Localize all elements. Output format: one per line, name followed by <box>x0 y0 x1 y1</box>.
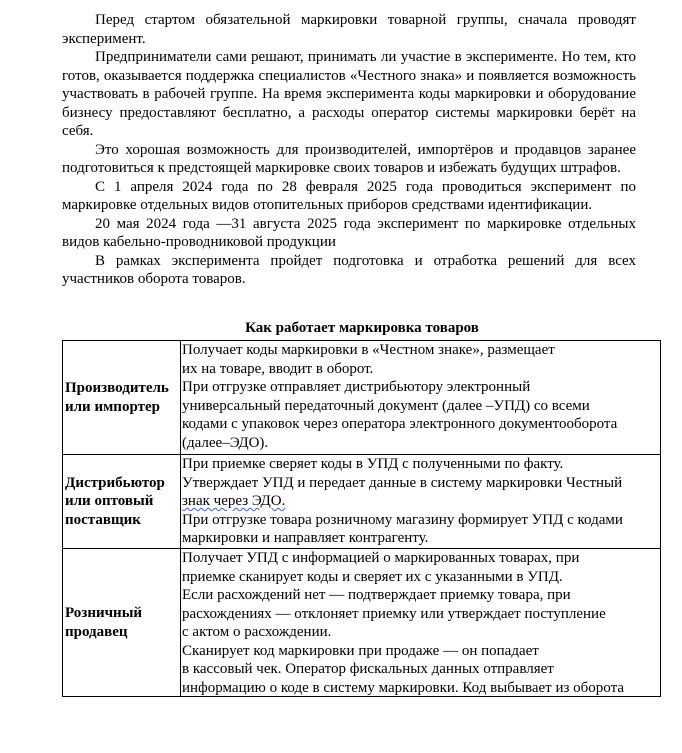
paragraph-heating-experiment-text: С 1 апреля 2024 года по 28 февраля 2025 года проводиться эксперимент по маркировке отдельных видов отопительных приборов средствами идентификации. <box>62 178 636 213</box>
paragraph-preparation-text: В рамках эксперимента пройдет подготовка и отработка решений для всех участников оборота товаров. <box>62 252 636 287</box>
paragraph-intro <box>62 11 636 48</box>
description-line: маркировки и направляет контрагенту. <box>182 530 429 546</box>
table-row <box>63 549 661 697</box>
description-line: универсальный передаточный документ (далее –УПД) со всеми <box>182 397 590 414</box>
description-line: (далее–ЭДО). <box>182 434 269 451</box>
description-clip <box>182 549 660 696</box>
paragraph-participation-text: Предприниматели сами решают, принимать ли участие в эксперименте. Но тем, кто готов, оказывается поддержка специалистов «Честного знака» и появляется возможность участвовать в рабочей группе. На время эксперимента коды маркировки и оборудование бизнесу предоставляют бесплатно, а расходы оператор системы маркировки берёт на себя. <box>62 49 636 139</box>
description-line: информацию о коде в систему маркировки. Код выбывает из оборота <box>182 679 624 696</box>
description-cell <box>181 549 661 697</box>
description-line: их на товаре, вводит в оборот. <box>182 360 374 377</box>
table-title: Как работает маркировка товаров <box>245 320 479 336</box>
description-cell <box>181 341 661 455</box>
description-line: Сканирует код маркировки при продаже — он попадает <box>182 642 539 659</box>
description-line: расхождениях — отклоняет приемку или утверждает поступление <box>182 605 606 622</box>
description-line: При отгрузке отправляет дистрибьютору электронный <box>182 379 531 395</box>
paragraph-preparation <box>62 252 636 289</box>
description-line: в кассовый чек. Оператор фискальных данных отправляет <box>182 661 554 677</box>
paragraph-opportunity <box>62 141 636 178</box>
description-line: Получает коды маркировки в «Честном знаке», размещает <box>182 342 555 358</box>
document-body <box>62 11 636 289</box>
description-line: кодами с упаковок через оператора электронного документооборота <box>182 416 618 432</box>
paragraph-cable-experiment <box>62 215 636 252</box>
description-line: приемке сканирует коды и сверяет их с указанными в УПД. <box>182 568 563 585</box>
marking-table <box>62 340 661 697</box>
role-cell: Дистрибьютор или оптовый поставщик <box>63 455 181 549</box>
description-line: При отгрузке товара розничному магазину формирует УПД с кодами <box>182 511 623 528</box>
description-clip <box>182 455 660 548</box>
description-line: Получает УПД с информацией о маркированных товарах, при <box>182 550 580 566</box>
paragraph-opportunity-text: Это хорошая возможность для производителей, импортёров и продавцов заранее подготовиться к предстоящей маркировке своих товаров и избежать будущих штрафов. <box>62 141 636 176</box>
table-row <box>63 341 661 455</box>
paragraph-heating-experiment <box>62 178 636 215</box>
description-cell <box>181 455 661 549</box>
description-line: с актом о расхождении. <box>182 624 332 640</box>
description-line: знак через ЭДО. <box>182 493 286 509</box>
table-row <box>63 455 661 549</box>
paragraph-cable-experiment-text: 20 мая 2024 года —31 августа 2025 года эксперимент по маркировке отдельных видов кабельно-проводниковой продукции <box>62 215 636 250</box>
role-cell: Розничный продавец <box>63 549 181 697</box>
paragraph-participation <box>62 48 636 141</box>
description-line: Утверждает УПД и передает данные в систему маркировки Честный <box>182 474 623 491</box>
description-line: При приемке сверяет коды в УПД с полученными по факту. <box>182 456 564 472</box>
paragraph-intro-text: Перед стартом обязательной маркировки товарной группы, сначала проводят эксперимент. <box>62 12 636 47</box>
role-cell: Производитель или импортер <box>63 341 181 455</box>
description-line: Если расхождений нет — подтверждает приемку товара, при <box>182 587 571 603</box>
